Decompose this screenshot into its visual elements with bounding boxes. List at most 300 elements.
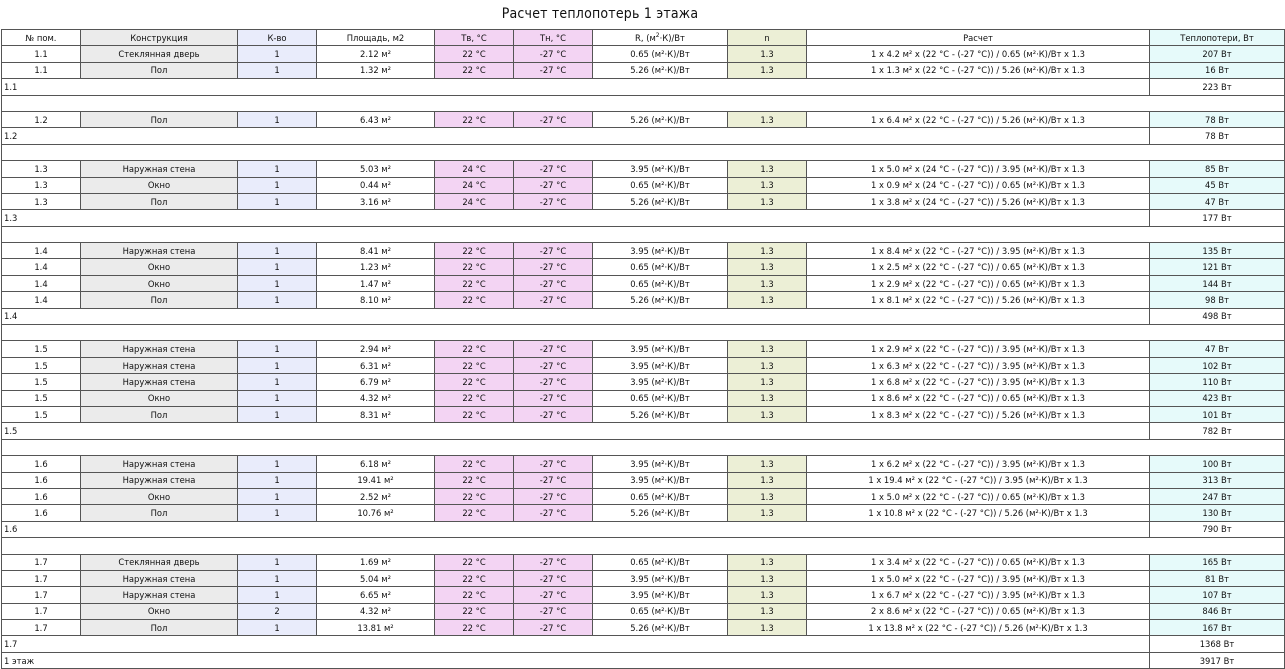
area-cell: 1.47 м² <box>317 275 435 291</box>
col-header-area: Площадь, м2 <box>317 30 435 46</box>
blank-row <box>2 95 1285 111</box>
t-out-cell: -27 °С <box>514 456 593 472</box>
r-cell: 0.65 (м²·К)/Вт <box>593 177 728 193</box>
t-out-cell: -27 °С <box>514 390 593 406</box>
count-cell: 1 <box>238 472 317 488</box>
t-in-cell: 22 °С <box>435 46 514 62</box>
t-in-cell: 22 °С <box>435 111 514 127</box>
blank-cell <box>2 226 1285 242</box>
table-row <box>2 472 1285 488</box>
t-out-cell: -27 °С <box>514 243 593 259</box>
table-row <box>2 259 1285 275</box>
t-out-cell: -27 °С <box>514 357 593 373</box>
heat-loss-cell: 207 Вт <box>1150 46 1285 62</box>
room-cell: 1.2 <box>2 111 81 127</box>
heat-loss-cell: 167 Вт <box>1150 620 1285 636</box>
r-cell: 5.26 (м²·К)/Вт <box>593 111 728 127</box>
heat-loss-cell: 247 Вт <box>1150 488 1285 504</box>
count-cell: 1 <box>238 488 317 504</box>
calc-cell: 1 x 1.3 м² x (22 °С - (-27 °С)) / 5.26 (м²·К)/Вт x 1.3 <box>807 62 1150 78</box>
subtotal-row <box>2 521 1285 537</box>
area-cell: 6.65 м² <box>317 587 435 603</box>
n-cell: 1.3 <box>728 620 807 636</box>
count-cell: 1 <box>238 357 317 373</box>
blank-row <box>2 144 1285 160</box>
t-out-cell: -27 °С <box>514 62 593 78</box>
t-in-cell: 22 °С <box>435 341 514 357</box>
subtotal-value: 177 Вт <box>1150 210 1285 226</box>
area-cell: 6.43 м² <box>317 111 435 127</box>
table-row <box>2 46 1285 62</box>
heat-loss-cell: 144 Вт <box>1150 275 1285 291</box>
n-cell: 1.3 <box>728 46 807 62</box>
table-row <box>2 177 1285 193</box>
n-cell: 1.3 <box>728 193 807 209</box>
area-cell: 6.31 м² <box>317 357 435 373</box>
r-cell: 5.26 (м²·К)/Вт <box>593 292 728 308</box>
heat-loss-table <box>1 29 1285 669</box>
n-cell: 1.3 <box>728 161 807 177</box>
col-header-t-in: Тв, °С <box>435 30 514 46</box>
heat-loss-cell: 47 Вт <box>1150 341 1285 357</box>
n-cell: 1.3 <box>728 111 807 127</box>
count-cell: 1 <box>238 46 317 62</box>
count-cell: 1 <box>238 111 317 127</box>
blank-cell <box>2 538 1285 554</box>
t-out-cell: -27 °С <box>514 472 593 488</box>
table-row <box>2 390 1285 406</box>
n-cell: 1.3 <box>728 456 807 472</box>
t-out-cell: -27 °С <box>514 406 593 422</box>
t-in-cell: 22 °С <box>435 554 514 570</box>
t-out-cell: -27 °С <box>514 259 593 275</box>
subtotal-label: 1 этаж <box>2 652 1150 668</box>
r-cell: 0.65 (м²·К)/Вт <box>593 259 728 275</box>
t-out-cell: -27 °С <box>514 603 593 619</box>
table-row <box>2 488 1285 504</box>
n-cell: 1.3 <box>728 570 807 586</box>
construction-cell: Пол <box>81 111 238 127</box>
heat-loss-cell: 16 Вт <box>1150 62 1285 78</box>
t-in-cell: 22 °С <box>435 505 514 521</box>
col-header-construction: Конструкция <box>81 30 238 46</box>
t-out-cell: -27 °С <box>514 275 593 291</box>
area-cell: 0.44 м² <box>317 177 435 193</box>
t-out-cell: -27 °С <box>514 341 593 357</box>
calc-cell: 1 x 5.0 м² x (22 °С - (-27 °С)) / 3.95 (м²·К)/Вт x 1.3 <box>807 570 1150 586</box>
t-out-cell: -27 °С <box>514 46 593 62</box>
calc-cell: 1 x 6.2 м² x (22 °С - (-27 °С)) / 3.95 (м²·К)/Вт x 1.3 <box>807 456 1150 472</box>
area-cell: 13.81 м² <box>317 620 435 636</box>
r-cell: 0.65 (м²·К)/Вт <box>593 46 728 62</box>
table-row <box>2 374 1285 390</box>
room-cell: 1.7 <box>2 554 81 570</box>
room-cell: 1.6 <box>2 488 81 504</box>
area-cell: 2.52 м² <box>317 488 435 504</box>
construction-cell: Наружная стена <box>81 357 238 373</box>
t-out-cell: -27 °С <box>514 374 593 390</box>
r-cell: 3.95 (м²·К)/Вт <box>593 456 728 472</box>
blank-row <box>2 439 1285 455</box>
col-header-calc: Расчет <box>807 30 1150 46</box>
r-cell: 3.95 (м²·К)/Вт <box>593 374 728 390</box>
calc-cell: 1 x 8.3 м² x (22 °С - (-27 °С)) / 5.26 (м²·К)/Вт x 1.3 <box>807 406 1150 422</box>
subtotal-label: 1.7 <box>2 636 1150 652</box>
r-cell: 3.95 (м²·К)/Вт <box>593 243 728 259</box>
count-cell: 1 <box>238 259 317 275</box>
count-cell: 1 <box>238 456 317 472</box>
n-cell: 1.3 <box>728 177 807 193</box>
area-cell: 4.32 м² <box>317 390 435 406</box>
n-cell: 1.3 <box>728 374 807 390</box>
calc-cell: 2 x 8.6 м² x (22 °С - (-27 °С)) / 0.65 (м²·К)/Вт x 1.3 <box>807 603 1150 619</box>
construction-cell: Наружная стена <box>81 587 238 603</box>
subtotal-label: 1.6 <box>2 521 1150 537</box>
r-cell: 3.95 (м²·К)/Вт <box>593 341 728 357</box>
n-cell: 1.3 <box>728 554 807 570</box>
header-row <box>2 30 1285 46</box>
t-out-cell: -27 °С <box>514 111 593 127</box>
calc-cell: 1 x 10.8 м² x (22 °С - (-27 °С)) / 5.26 (м²·К)/Вт x 1.3 <box>807 505 1150 521</box>
t-in-cell: 22 °С <box>435 456 514 472</box>
t-in-cell: 22 °С <box>435 390 514 406</box>
table-row <box>2 406 1285 422</box>
calc-cell: 1 x 2.9 м² x (22 °С - (-27 °С)) / 0.65 (м²·К)/Вт x 1.3 <box>807 275 1150 291</box>
t-in-cell: 22 °С <box>435 620 514 636</box>
table-row <box>2 193 1285 209</box>
t-out-cell: -27 °С <box>514 193 593 209</box>
subtotal-row <box>2 652 1285 668</box>
blank-row <box>2 538 1285 554</box>
heat-loss-cell: 85 Вт <box>1150 161 1285 177</box>
room-cell: 1.5 <box>2 374 81 390</box>
t-out-cell: -27 °С <box>514 554 593 570</box>
n-cell: 1.3 <box>728 243 807 259</box>
subtotal-row <box>2 79 1285 95</box>
table-row <box>2 243 1285 259</box>
table-row <box>2 505 1285 521</box>
calc-cell: 1 x 0.9 м² x (24 °С - (-27 °С)) / 0.65 (м²·К)/Вт x 1.3 <box>807 177 1150 193</box>
subtotal-row <box>2 636 1285 652</box>
n-cell: 1.3 <box>728 62 807 78</box>
area-cell: 6.79 м² <box>317 374 435 390</box>
count-cell: 1 <box>238 177 317 193</box>
col-header-heat-loss: Теплопотери, Вт <box>1150 30 1285 46</box>
t-in-cell: 22 °С <box>435 357 514 373</box>
t-in-cell: 22 °С <box>435 259 514 275</box>
t-out-cell: -27 °С <box>514 292 593 308</box>
t-in-cell: 24 °С <box>435 177 514 193</box>
t-in-cell: 24 °С <box>435 193 514 209</box>
construction-cell: Наружная стена <box>81 341 238 357</box>
room-cell: 1.1 <box>2 62 81 78</box>
t-in-cell: 22 °С <box>435 488 514 504</box>
room-cell: 1.5 <box>2 357 81 373</box>
room-cell: 1.1 <box>2 46 81 62</box>
calc-cell: 1 x 5.0 м² x (24 °С - (-27 °С)) / 3.95 (м²·К)/Вт x 1.3 <box>807 161 1150 177</box>
r-cell: 5.26 (м²·К)/Вт <box>593 505 728 521</box>
room-cell: 1.4 <box>2 292 81 308</box>
subtotal-value: 223 Вт <box>1150 79 1285 95</box>
area-cell: 3.16 м² <box>317 193 435 209</box>
subtotal-row <box>2 128 1285 144</box>
construction-cell: Пол <box>81 193 238 209</box>
construction-cell: Стеклянная дверь <box>81 554 238 570</box>
construction-cell: Окно <box>81 603 238 619</box>
n-cell: 1.3 <box>728 259 807 275</box>
subtotal-value: 790 Вт <box>1150 521 1285 537</box>
room-cell: 1.6 <box>2 456 81 472</box>
count-cell: 1 <box>238 62 317 78</box>
construction-cell: Окно <box>81 275 238 291</box>
subtotal-row <box>2 308 1285 324</box>
calc-cell: 1 x 5.0 м² x (22 °С - (-27 °С)) / 0.65 (м²·К)/Вт x 1.3 <box>807 488 1150 504</box>
heat-loss-cell: 130 Вт <box>1150 505 1285 521</box>
room-cell: 1.4 <box>2 243 81 259</box>
n-cell: 1.3 <box>728 292 807 308</box>
t-in-cell: 22 °С <box>435 406 514 422</box>
heat-loss-cell: 110 Вт <box>1150 374 1285 390</box>
count-cell: 1 <box>238 620 317 636</box>
area-cell: 2.12 м² <box>317 46 435 62</box>
t-out-cell: -27 °С <box>514 488 593 504</box>
construction-cell: Стеклянная дверь <box>81 46 238 62</box>
calc-cell: 1 x 3.4 м² x (22 °С - (-27 °С)) / 0.65 (м²·К)/Вт x 1.3 <box>807 554 1150 570</box>
room-cell: 1.7 <box>2 603 81 619</box>
r-cell: 0.65 (м²·К)/Вт <box>593 488 728 504</box>
table-row <box>2 111 1285 127</box>
n-cell: 1.3 <box>728 603 807 619</box>
r-cell: 3.95 (м²·К)/Вт <box>593 161 728 177</box>
count-cell: 1 <box>238 161 317 177</box>
area-cell: 5.03 м² <box>317 161 435 177</box>
calc-cell: 1 x 3.8 м² x (24 °С - (-27 °С)) / 5.26 (м²·К)/Вт x 1.3 <box>807 193 1150 209</box>
construction-cell: Наружная стена <box>81 374 238 390</box>
count-cell: 1 <box>238 243 317 259</box>
blank-cell <box>2 325 1285 341</box>
construction-cell: Наружная стена <box>81 243 238 259</box>
room-cell: 1.5 <box>2 390 81 406</box>
heat-loss-cell: 98 Вт <box>1150 292 1285 308</box>
area-cell: 1.69 м² <box>317 554 435 570</box>
area-cell: 8.10 м² <box>317 292 435 308</box>
room-cell: 1.7 <box>2 587 81 603</box>
subtotal-label: 1.2 <box>2 128 1150 144</box>
page-title: Расчет теплопотерь 1 этажа <box>501 6 699 22</box>
construction-cell: Пол <box>81 505 238 521</box>
t-in-cell: 22 °С <box>435 587 514 603</box>
heat-loss-cell: 100 Вт <box>1150 456 1285 472</box>
t-in-cell: 22 °С <box>435 570 514 586</box>
subtotal-row <box>2 210 1285 226</box>
count-cell: 1 <box>238 374 317 390</box>
area-cell: 1.32 м² <box>317 62 435 78</box>
table-row <box>2 620 1285 636</box>
calc-cell: 1 x 2.9 м² x (22 °С - (-27 °С)) / 3.95 (м²·К)/Вт x 1.3 <box>807 341 1150 357</box>
count-cell: 1 <box>238 390 317 406</box>
room-cell: 1.4 <box>2 275 81 291</box>
heat-loss-cell: 135 Вт <box>1150 243 1285 259</box>
area-cell: 6.18 м² <box>317 456 435 472</box>
blank-cell <box>2 95 1285 111</box>
r-cell: 0.65 (м²·К)/Вт <box>593 390 728 406</box>
room-cell: 1.5 <box>2 341 81 357</box>
construction-cell: Окно <box>81 177 238 193</box>
construction-cell: Наружная стена <box>81 161 238 177</box>
count-cell: 1 <box>238 406 317 422</box>
calc-cell: 1 x 6.3 м² x (22 °С - (-27 °С)) / 3.95 (м²·К)/Вт x 1.3 <box>807 357 1150 373</box>
construction-cell: Пол <box>81 62 238 78</box>
r-cell: 0.65 (м²·К)/Вт <box>593 603 728 619</box>
area-cell: 10.76 м² <box>317 505 435 521</box>
area-cell: 8.31 м² <box>317 406 435 422</box>
subtotal-value: 3917 Вт <box>1150 652 1285 668</box>
calc-cell: 1 x 8.6 м² x (22 °С - (-27 °С)) / 0.65 (м²·К)/Вт x 1.3 <box>807 390 1150 406</box>
calc-cell: 1 x 4.2 м² x (22 °С - (-27 °С)) / 0.65 (м²·К)/Вт x 1.3 <box>807 46 1150 62</box>
room-cell: 1.6 <box>2 472 81 488</box>
count-cell: 1 <box>238 193 317 209</box>
n-cell: 1.3 <box>728 275 807 291</box>
r-cell: 5.26 (м²·К)/Вт <box>593 620 728 636</box>
construction-cell: Пол <box>81 292 238 308</box>
t-out-cell: -27 °С <box>514 620 593 636</box>
calc-cell: 1 x 13.8 м² x (22 °С - (-27 °С)) / 5.26 (м²·К)/Вт x 1.3 <box>807 620 1150 636</box>
blank-cell <box>2 439 1285 455</box>
t-out-cell: -27 °С <box>514 570 593 586</box>
t-in-cell: 22 °С <box>435 243 514 259</box>
room-cell: 1.3 <box>2 193 81 209</box>
room-cell: 1.7 <box>2 570 81 586</box>
table-row <box>2 292 1285 308</box>
r-cell: 3.95 (м²·К)/Вт <box>593 570 728 586</box>
subtotal-value: 782 Вт <box>1150 423 1285 439</box>
r-cell: 5.26 (м²·К)/Вт <box>593 193 728 209</box>
count-cell: 1 <box>238 341 317 357</box>
table-row <box>2 456 1285 472</box>
r-cell: 0.65 (м²·К)/Вт <box>593 554 728 570</box>
n-cell: 1.3 <box>728 406 807 422</box>
n-cell: 1.3 <box>728 488 807 504</box>
construction-cell: Наружная стена <box>81 456 238 472</box>
area-cell: 19.41 м² <box>317 472 435 488</box>
n-cell: 1.3 <box>728 505 807 521</box>
calc-cell: 1 x 6.8 м² x (22 °С - (-27 °С)) / 3.95 (м²·К)/Вт x 1.3 <box>807 374 1150 390</box>
r-cell: 0.65 (м²·К)/Вт <box>593 275 728 291</box>
count-cell: 2 <box>238 603 317 619</box>
heat-loss-cell: 107 Вт <box>1150 587 1285 603</box>
table-row <box>2 603 1285 619</box>
table-row <box>2 587 1285 603</box>
n-cell: 1.3 <box>728 472 807 488</box>
room-cell: 1.5 <box>2 406 81 422</box>
subtotal-value: 1368 Вт <box>1150 636 1285 652</box>
calc-cell: 1 x 19.4 м² x (22 °С - (-27 °С)) / 3.95 (м²·К)/Вт x 1.3 <box>807 472 1150 488</box>
area-cell: 2.94 м² <box>317 341 435 357</box>
col-header-r: R, $(м^2\cdot К)/Вт$ <box>593 30 728 46</box>
r-cell: 5.26 (м²·К)/Вт <box>593 406 728 422</box>
construction-cell: Наружная стена <box>81 472 238 488</box>
subtotal-value: 78 Вт <box>1150 128 1285 144</box>
t-out-cell: -27 °С <box>514 177 593 193</box>
heat-loss-cell: 165 Вт <box>1150 554 1285 570</box>
n-cell: 1.3 <box>728 357 807 373</box>
construction-cell: Пол <box>81 620 238 636</box>
t-in-cell: 22 °С <box>435 62 514 78</box>
area-cell: 4.32 м² <box>317 603 435 619</box>
n-cell: 1.3 <box>728 390 807 406</box>
t-in-cell: 22 °С <box>435 275 514 291</box>
count-cell: 1 <box>238 292 317 308</box>
subtotal-label: 1.4 <box>2 308 1150 324</box>
table-row <box>2 554 1285 570</box>
heat-loss-cell: 47 Вт <box>1150 193 1285 209</box>
calc-cell: 1 x 2.5 м² x (22 °С - (-27 °С)) / 0.65 (м²·К)/Вт x 1.3 <box>807 259 1150 275</box>
subtotal-value: 498 Вт <box>1150 308 1285 324</box>
r-cell: 3.95 (м²·К)/Вт <box>593 587 728 603</box>
area-cell: 5.04 м² <box>317 570 435 586</box>
heat-loss-cell: 121 Вт <box>1150 259 1285 275</box>
count-cell: 1 <box>238 587 317 603</box>
heat-loss-cell: 102 Вт <box>1150 357 1285 373</box>
n-cell: 1.3 <box>728 341 807 357</box>
construction-cell: Окно <box>81 488 238 504</box>
construction-cell: Окно <box>81 259 238 275</box>
calc-cell: 1 x 6.4 м² x (22 °С - (-27 °С)) / 5.26 (м²·К)/Вт x 1.3 <box>807 111 1150 127</box>
col-header-t-out: Тн, °С <box>514 30 593 46</box>
room-cell: 1.6 <box>2 505 81 521</box>
r-cell: 5.26 (м²·К)/Вт <box>593 62 728 78</box>
heat-loss-cell: 423 Вт <box>1150 390 1285 406</box>
heat-loss-cell: 313 Вт <box>1150 472 1285 488</box>
heat-loss-cell: 101 Вт <box>1150 406 1285 422</box>
r-cell: 3.95 (м²·К)/Вт <box>593 357 728 373</box>
subtotal-label: 1.1 <box>2 79 1150 95</box>
table-body <box>2 46 1285 669</box>
table-row <box>2 357 1285 373</box>
calc-cell: 1 x 6.7 м² x (22 °С - (-27 °С)) / 3.95 (м²·К)/Вт x 1.3 <box>807 587 1150 603</box>
t-in-cell: 22 °С <box>435 374 514 390</box>
t-in-cell: 24 °С <box>435 161 514 177</box>
room-cell: 1.7 <box>2 620 81 636</box>
table-row <box>2 62 1285 78</box>
t-in-cell: 22 °С <box>435 472 514 488</box>
construction-cell: Окно <box>81 390 238 406</box>
area-cell: 1.23 м² <box>317 259 435 275</box>
count-cell: 1 <box>238 505 317 521</box>
table-row <box>2 161 1285 177</box>
r-cell: 3.95 (м²·К)/Вт <box>593 472 728 488</box>
room-cell: 1.3 <box>2 177 81 193</box>
col-header-room: № пом. <box>2 30 81 46</box>
heat-loss-cell: 78 Вт <box>1150 111 1285 127</box>
blank-row <box>2 226 1285 242</box>
area-cell: 8.41 м² <box>317 243 435 259</box>
count-cell: 1 <box>238 275 317 291</box>
n-cell: 1.3 <box>728 587 807 603</box>
table-row <box>2 275 1285 291</box>
count-cell: 1 <box>238 554 317 570</box>
room-cell: 1.3 <box>2 161 81 177</box>
room-cell: 1.4 <box>2 259 81 275</box>
blank-row <box>2 325 1285 341</box>
heat-loss-cell: 846 Вт <box>1150 603 1285 619</box>
calc-cell: 1 x 8.1 м² x (22 °С - (-27 °С)) / 5.26 (м²·К)/Вт x 1.3 <box>807 292 1150 308</box>
col-header-n: n <box>728 30 807 46</box>
col-header-count: К-во <box>238 30 317 46</box>
blank-cell <box>2 144 1285 160</box>
t-in-cell: 22 °С <box>435 292 514 308</box>
count-cell: 1 <box>238 570 317 586</box>
